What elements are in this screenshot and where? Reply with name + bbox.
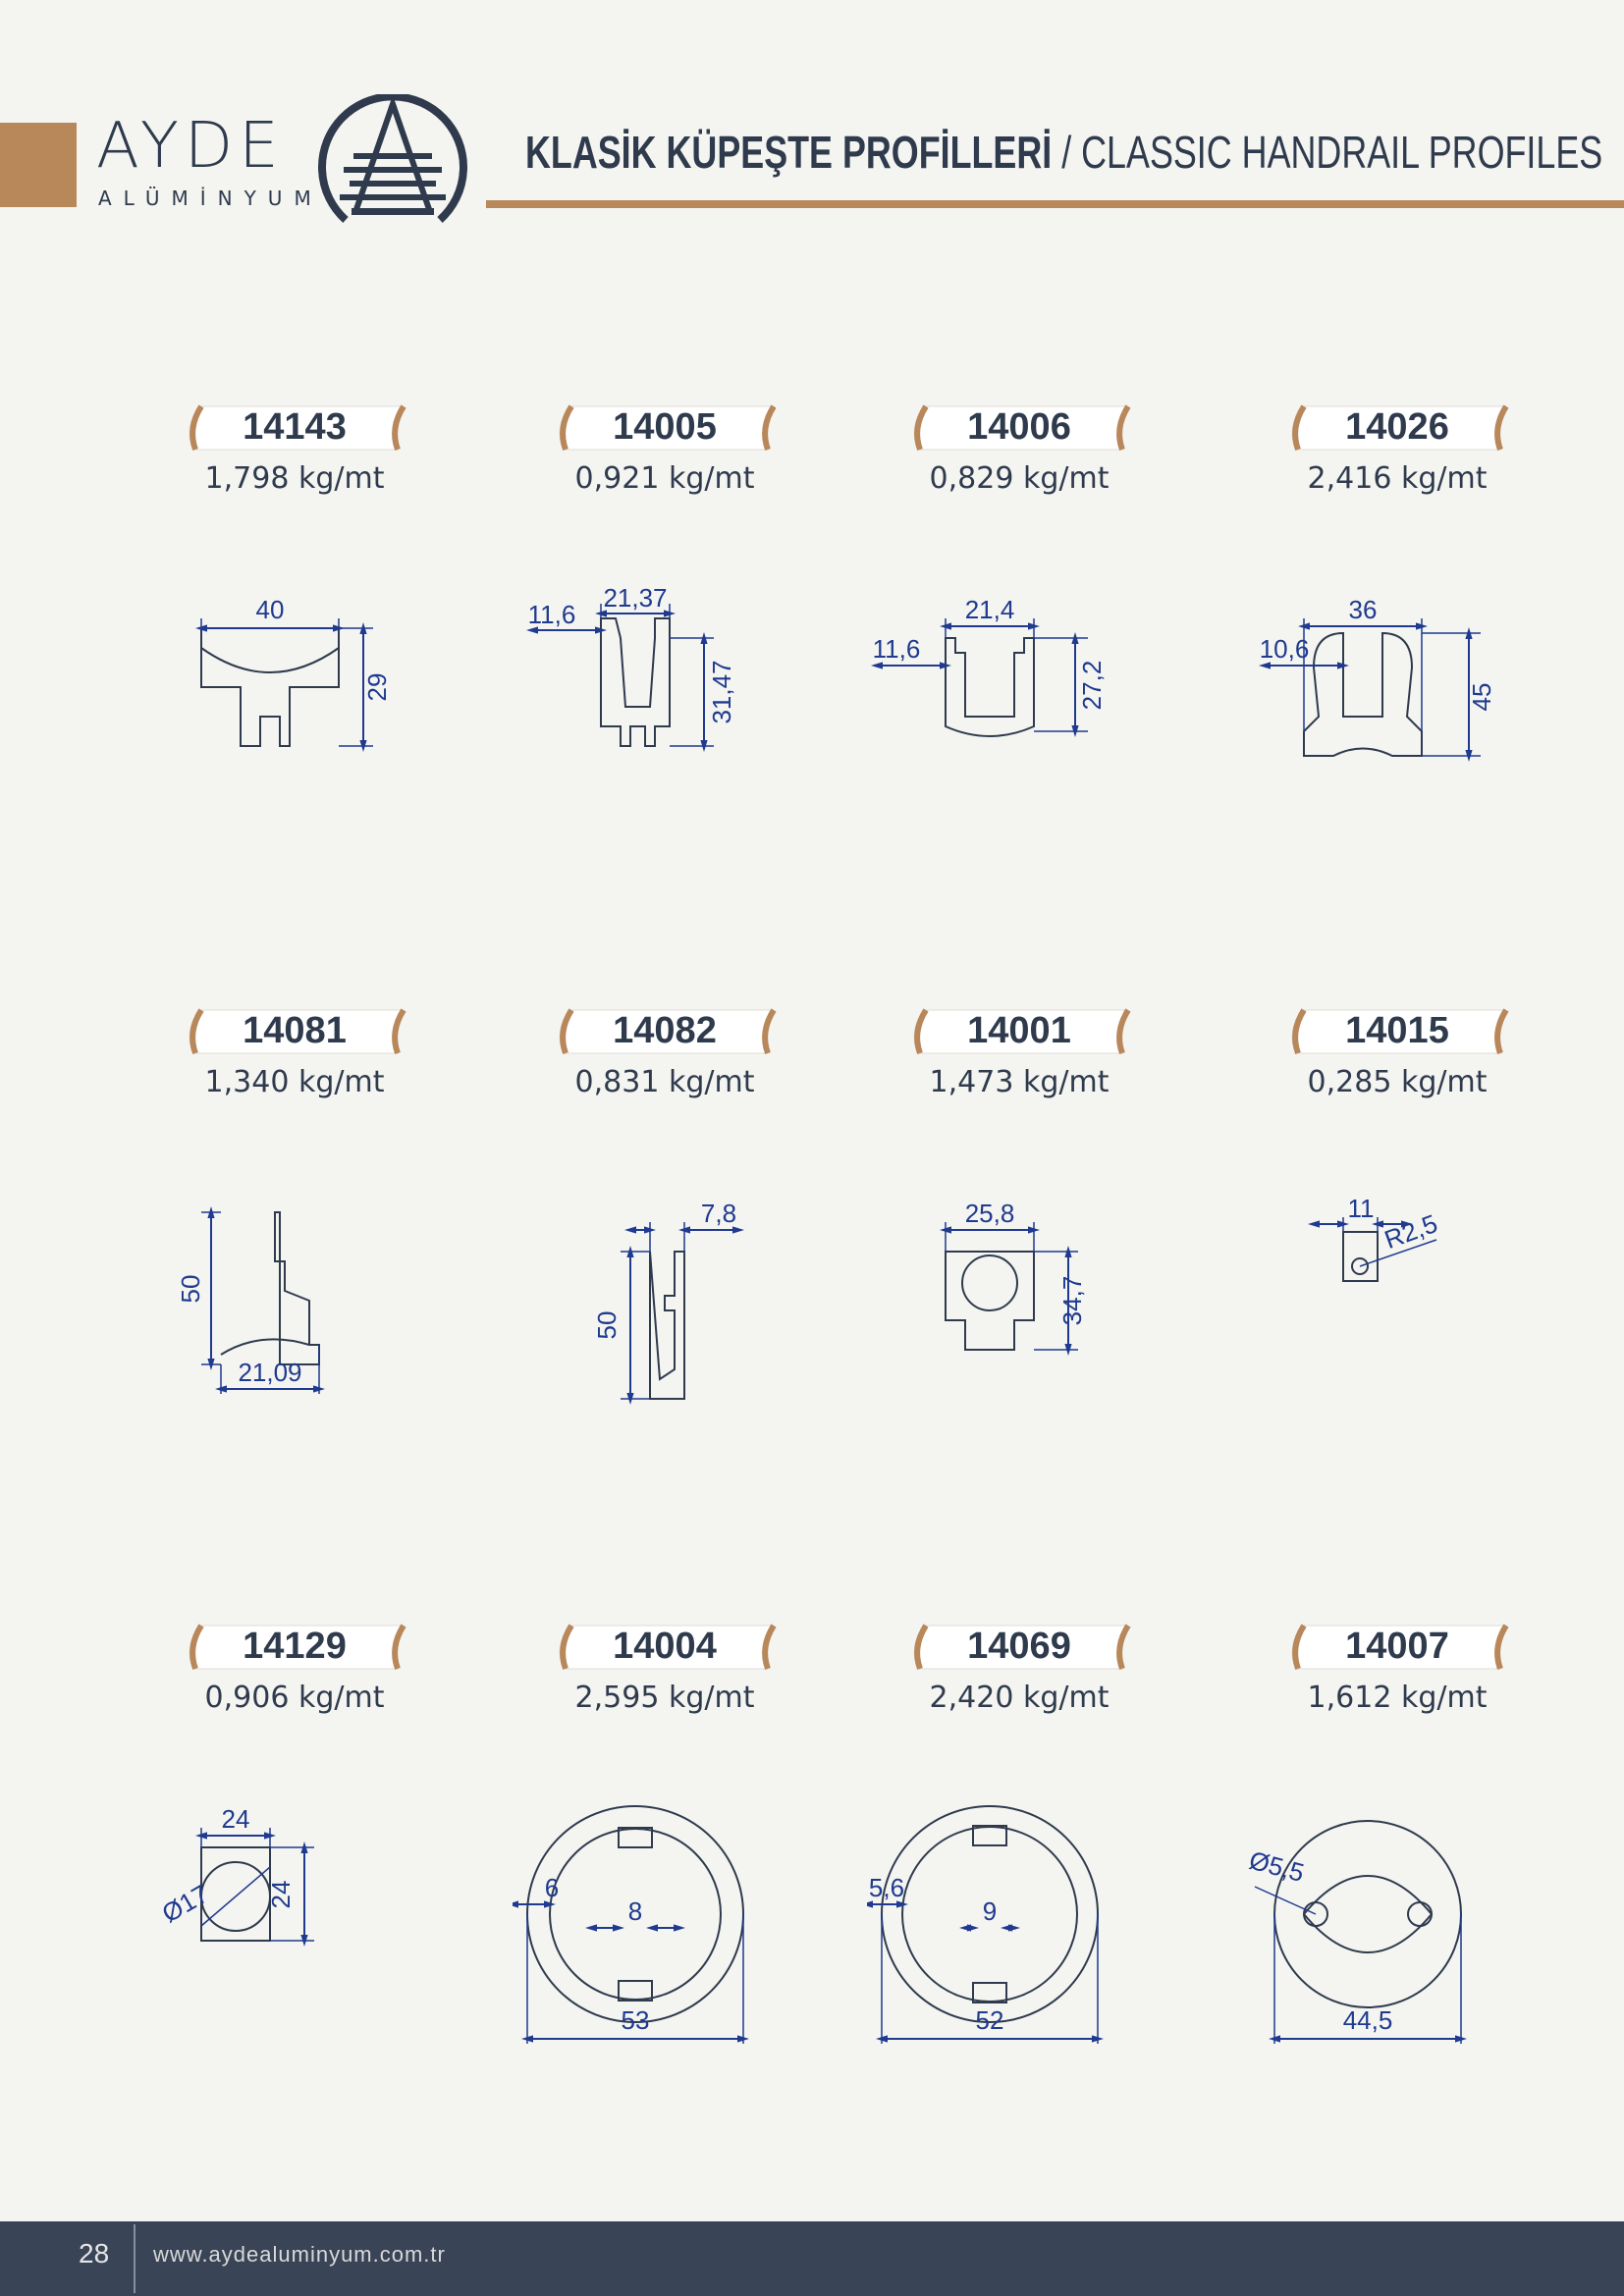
profile-card (1245, 402, 1579, 952)
profile-drawing (142, 1124, 437, 1458)
profile-weight: 0,829 kg/mt (929, 461, 1110, 496)
profile-code: 14081 (243, 1010, 347, 1051)
profile-weight: 2,416 kg/mt (1307, 461, 1488, 496)
page-title-english: CLASSIC HANDRAIL PROFILES (1081, 127, 1603, 178)
dimension-label: 34,7 (1057, 1275, 1087, 1326)
dimension-label: 25,8 (964, 1199, 1015, 1228)
page-title (525, 126, 1602, 179)
profile-card (142, 1622, 476, 2171)
profile-code: 14143 (243, 406, 347, 448)
dimension-label: 52 (975, 2005, 1004, 2035)
dimension-label: 27,2 (1077, 660, 1107, 711)
page-title-turkish: KLASİK KÜPEŞTE PROFİLLERİ (525, 127, 1053, 178)
dimension-label: 11,6 (527, 600, 576, 629)
profile-card (142, 402, 476, 952)
dimension-label: 24 (221, 1804, 250, 1834)
profile-weight: 2,420 kg/mt (929, 1681, 1110, 1715)
profile-code: 14015 (1345, 1010, 1449, 1051)
dimension-label: 21,37 (603, 583, 668, 613)
dimension-label: 8 (627, 1896, 643, 1926)
profile-drawing (867, 1124, 1162, 1458)
profile-drawing (513, 1739, 807, 2073)
profile-drawing (867, 1739, 1162, 2073)
profile-code: 14026 (1345, 406, 1449, 448)
profile-card (142, 1006, 476, 1556)
dimension-label: 21,4 (964, 595, 1015, 624)
page-number: 28 (79, 2238, 110, 2269)
profile-card (513, 1622, 846, 2171)
profile-card (867, 402, 1201, 952)
profile-drawing (1245, 520, 1540, 854)
page-title-separator: / (1061, 127, 1072, 178)
profile-weight: 0,831 kg/mt (574, 1065, 755, 1099)
profile-weight: 0,921 kg/mt (574, 461, 755, 496)
dimension-label: 7,8 (700, 1199, 737, 1228)
profile-weight: 2,595 kg/mt (574, 1681, 755, 1715)
profile-card (867, 1006, 1201, 1556)
dimension-label: 5,6 (868, 1873, 905, 1902)
dimension-label: 21,09 (238, 1358, 302, 1387)
brand-logo-icon (316, 94, 469, 241)
dimension-label: R2,5 (1380, 1208, 1441, 1255)
dimension-label: 6 (544, 1873, 560, 1902)
dimension-label: 45 (1467, 682, 1496, 712)
profile-code: 14006 (967, 406, 1071, 448)
profile-code: 14069 (967, 1626, 1071, 1667)
profile-weight: 0,285 kg/mt (1307, 1065, 1488, 1099)
profile-card (513, 402, 846, 952)
header-rule (486, 200, 1624, 208)
dimension-label: Ø17 (156, 1878, 214, 1929)
profile-code: 14005 (613, 406, 717, 448)
dimension-label: 9 (982, 1896, 998, 1926)
dimension-label: 11,6 (872, 634, 921, 664)
dimension-label: 29 (362, 672, 392, 702)
dimension-label: 11 (1347, 1194, 1375, 1223)
dimension-label: 36 (1348, 595, 1378, 624)
profile-drawing (1245, 1124, 1540, 1458)
profile-drawing (1245, 1739, 1540, 2073)
dimension-label: Ø5,5 (1246, 1844, 1308, 1889)
dimension-label: 24 (266, 1880, 296, 1909)
footer-divider (134, 2224, 135, 2293)
profile-drawing (867, 520, 1162, 854)
profile-code: 14001 (967, 1010, 1071, 1051)
brand-subtitle: ALÜMİNYUM (98, 187, 323, 210)
dimension-label: 53 (621, 2005, 650, 2035)
dimension-label: 44,5 (1342, 2005, 1393, 2035)
profile-weight: 1,473 kg/mt (929, 1065, 1110, 1099)
profile-drawing (142, 1739, 437, 2073)
profile-card (867, 1622, 1201, 2171)
brand-name: AYDE (96, 110, 285, 183)
profile-code: 14007 (1345, 1626, 1449, 1667)
profile-weight: 1,798 kg/mt (204, 461, 385, 496)
dimension-label: 50 (592, 1310, 622, 1340)
profile-code: 14082 (613, 1010, 717, 1051)
profile-weight: 1,340 kg/mt (204, 1065, 385, 1099)
brand-color-block (0, 123, 77, 207)
dimension-label: 50 (176, 1274, 205, 1304)
dimension-label: 40 (255, 595, 285, 624)
profile-drawing (513, 1124, 807, 1458)
dimension-label: 10,6 (1259, 634, 1310, 664)
footer-website: www.aydealuminyum.com.tr (153, 2242, 446, 2267)
profile-card (1245, 1006, 1579, 1556)
dimension-label: 31,47 (707, 660, 736, 724)
profile-weight: 1,612 kg/mt (1307, 1681, 1488, 1715)
profile-card (1245, 1622, 1579, 2171)
profile-drawing (513, 520, 807, 854)
profile-card (513, 1006, 846, 1556)
profile-code: 14004 (613, 1626, 717, 1667)
profile-code: 14129 (243, 1626, 347, 1667)
profile-drawing (142, 520, 437, 854)
profile-weight: 0,906 kg/mt (204, 1681, 385, 1715)
